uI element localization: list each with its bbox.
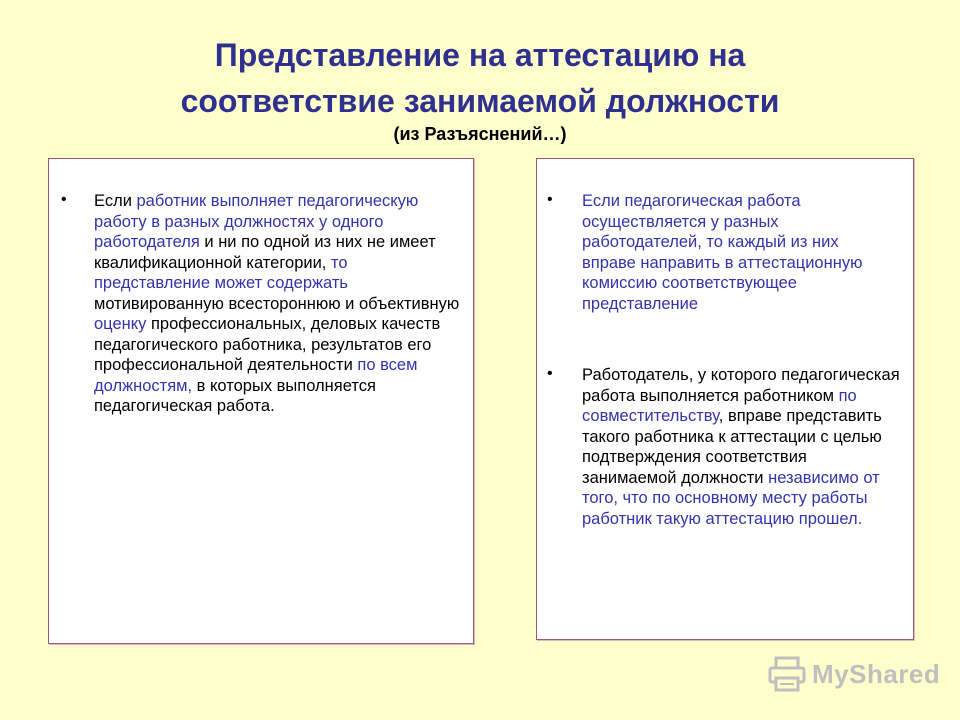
left-highlight-all-positions: по всем должностям, (94, 356, 418, 395)
left-text-segment: и ни по одной из них не имеет квалификационной категории, (94, 233, 436, 272)
left-highlight-assessment: оценку (94, 315, 147, 333)
bullet-marker: • (547, 365, 553, 382)
slide-title (0, 32, 960, 124)
left-text-box (48, 158, 474, 644)
right-text-segment: Работодатель, у которого педагогическая работа выполняется работником (582, 366, 900, 405)
watermark (768, 654, 940, 694)
right-highlight-regardless: независимо от того, что по основному месту работы работник такую аттестацию прошел. (582, 468, 880, 528)
right-highlight-part-time: по совместительству (582, 386, 857, 425)
right-paragraph-2 (582, 365, 902, 529)
slide-subtitle: (из Разъяснений…) (393, 124, 567, 144)
left-text-segment: профессиональных, деловых качеств педагогического работника, результатов его профессиональной деятельности (94, 315, 441, 374)
printer-icon (768, 656, 806, 692)
left-paragraph (94, 191, 464, 417)
left-text-segment: в которых выполняется педагогическая работа. (94, 376, 376, 415)
right-text-segment: , вправе представить такого работника к аттестации с целью подтверждения соответствия занимаемой должности (582, 407, 882, 487)
left-text-segment: Если (94, 192, 137, 210)
title-line-1: Представление на аттестацию на (214, 37, 746, 73)
left-highlight-representation: то представление может содержать (94, 253, 349, 292)
left-text-segment: мотивированную всестороннюю и объективную (94, 294, 460, 313)
left-highlight-worker: работник выполняет педагогическую работу в разных должностях у одного работодателя (94, 192, 419, 251)
right-text-box (536, 158, 914, 640)
bullet-marker: • (61, 191, 67, 208)
bullet-marker: • (547, 191, 553, 208)
right-paragraph-1: Если педагогическая работа осуществляется у разных работодателей, то каждый из них вправе направить в аттестационную комиссию соответствующее представление (582, 192, 863, 313)
watermark-text: MyShared (812, 658, 941, 689)
title-line-2: соответствие занимаемой должности (180, 83, 780, 119)
